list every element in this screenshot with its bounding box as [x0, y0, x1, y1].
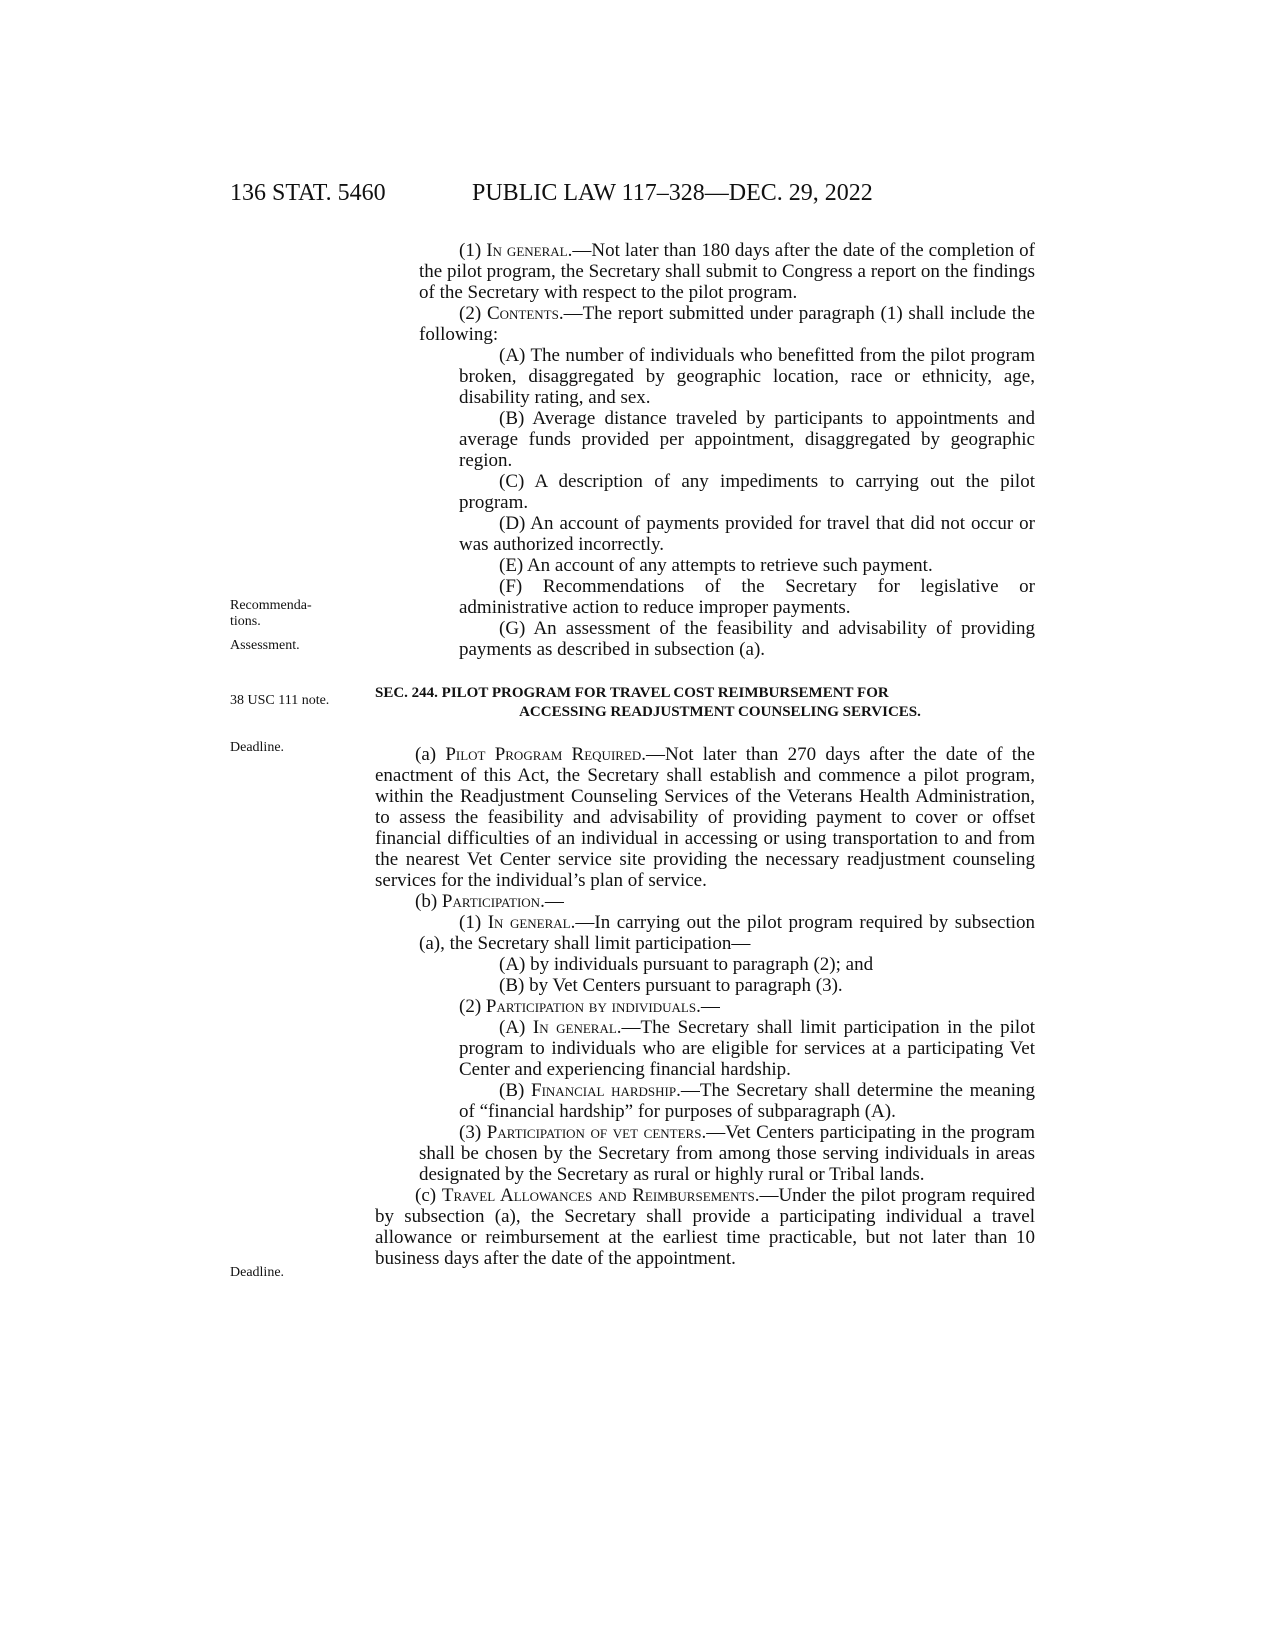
- paragraph-1: (1) In general.—Not later than 180 days after the date of the completion of the pilot program, the Secretary shall submit to Congress a report on the findings of the Secretary with respect to the pilot program.: [419, 240, 1035, 303]
- subsection-b-3: (3) Participation of vet centers.—Vet Centers participating in the program shall be chosen by the Secretary from among those serving individuals in areas designated by the Secretary as rural or highly rural or Tribal lands.: [419, 1122, 1035, 1185]
- subsection-a: (a) Pilot Program Required.—Not later than 270 days after the date of the enactment of this Act, the Secretary shall establish and commence a pilot program, within the Readjustment Counseling Services of the Veterans Health Administration, to assess the feasibility and advisability of providing payment to cover or offset financial difficulties of an individual in accessing or using transportation to and from the nearest Vet Center service site providing the necessary readjustment counseling services for the individual’s plan of service.: [375, 744, 1035, 891]
- margin-note-usc: 38 USC 111 note.: [230, 693, 330, 708]
- margin-note-recommendations: Recommenda- tions.: [230, 598, 312, 629]
- subparagraph-e: (E) An account of any attempts to retrieve such payment.: [499, 555, 933, 576]
- subsection-c: (c) Travel Allowances and Reimbursements.—Under the pilot program required by subsection (a), the Secretary shall provide a participating individual a travel allowance or reimbursement at the earliest time practicable, but not later than 10 business days after the date of the appointment.: [375, 1185, 1035, 1269]
- paragraph-2: (2) Contents.—The report submitted under paragraph (1) shall include the following:: [419, 303, 1035, 345]
- subparagraph-c: (C) A description of any impediments to carrying out the pilot program.: [459, 471, 1035, 513]
- margin-note-deadline: Deadline.: [230, 740, 285, 755]
- subparagraph-d: (D) An account of payments provided for travel that did not occur or was authorized incorrectly.: [459, 513, 1035, 555]
- subsection-b-2-a: (A) In general.—The Secretary shall limit participation in the pilot program to individuals who are eligible for services at a participating Vet Center and experiencing financial hardship.: [459, 1017, 1035, 1080]
- subsection-b-1-b: (B) by Vet Centers pursuant to paragraph (3).: [499, 975, 843, 996]
- public-law-title: PUBLIC LAW 117–328—DEC. 29, 2022: [472, 180, 873, 206]
- subparagraph-a: (A) The number of individuals who benefitted from the pilot program broken, disaggregated by geographic location, race or ethnicity, age, disability rating, and sex.: [459, 345, 1035, 408]
- subsection-b-1: (1) In general.—In carrying out the pilot program required by subsection (a), the Secretary shall limit participation—: [419, 912, 1036, 954]
- subsection-b: (b) Participation.—: [415, 891, 564, 912]
- section-heading: SEC. 244. PILOT PROGRAM FOR TRAVEL COST REIMBURSEMENT FOR ACCESSING READJUSTMENT COUNSELING SERVICES.: [375, 685, 921, 720]
- subsection-b-2-b: (B) Financial hardship.—The Secretary shall determine the meaning of “financial hardship” for purposes of subparagraph (A).: [459, 1080, 1036, 1122]
- subsection-b-2: (2) Participation by individuals.—: [459, 996, 720, 1017]
- stat-citation: 136 STAT. 5460: [230, 180, 386, 206]
- subsection-b-1-a: (A) by individuals pursuant to paragraph (2); and: [499, 954, 874, 975]
- subparagraph-f: (F) Recommendations of the Secretary for legislative or administrative action to reduce improper payments.: [459, 576, 1035, 618]
- page-header: [230, 180, 1030, 220]
- subparagraph-g: (G) An assessment of the feasibility and advisability of providing payments as described in subsection (a).: [459, 618, 1035, 660]
- margin-note-deadline: Deadline.: [230, 1265, 285, 1280]
- statute-body: [375, 240, 1035, 1269]
- margin-note-assessment: Assessment.: [230, 638, 300, 653]
- subparagraph-b: (B) Average distance traveled by participants to appointments and average funds provided per appointment, disaggregated by geographic region.: [459, 408, 1035, 471]
